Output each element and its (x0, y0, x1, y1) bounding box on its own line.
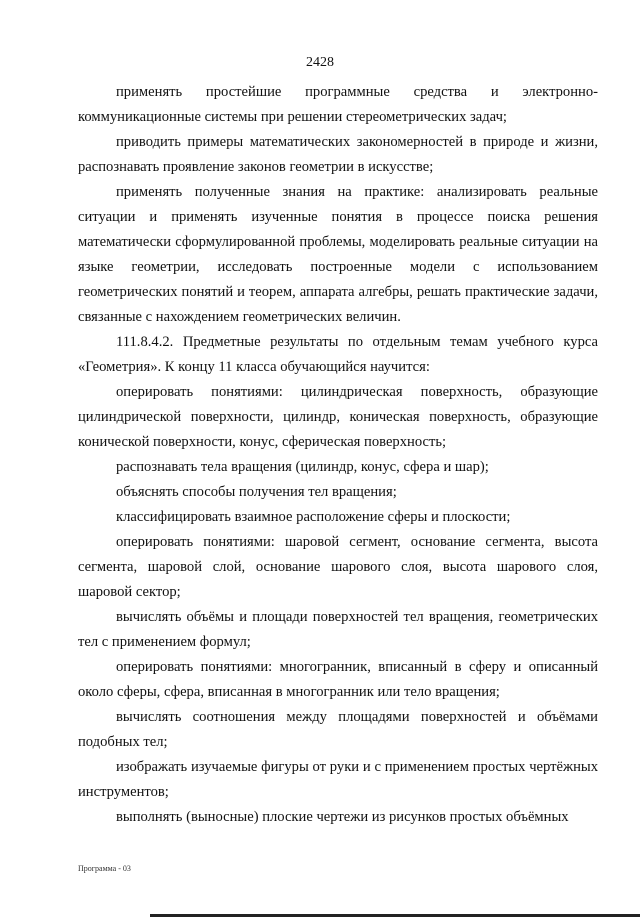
page-number: 2428 (306, 55, 334, 70)
paragraph: изображать изучаемые фигуры от руки и с применением простых чертёжных инструментов; (78, 759, 598, 800)
footer-note: Программа - 03 (78, 864, 131, 873)
body-text (78, 80, 598, 830)
paragraph: распознавать тела вращения (цилиндр, конус, сфера и шар); (116, 459, 489, 475)
paragraph: оперировать понятиями: шаровой сегмент, основание сегмента, высота сегмента, шаровой слой, основание шарового слоя, высота шарового слоя, шаровой сектор; (78, 534, 598, 600)
paragraph: применять полученные знания на практике: анализировать реальные ситуации и применять изученные понятия в процессе поиска решения математически сформулированной проблемы, моделировать реальные ситуации на языке геометрии, исследовать построенные модели с использованием геометрических понятий и теорем, аппарата алгебры, решать практические задачи, связанные с нахождением геометрических величин. (78, 184, 598, 325)
paragraph: приводить примеры математических закономерностей в природе и жизни, распознавать проявление законов геометрии в искусстве; (78, 134, 598, 175)
paragraph: вычислять соотношения между площадями поверхностей и объёмами подобных тел; (78, 709, 598, 750)
paragraph: применять простейшие программные средства и электронно-коммуникационные системы при решении стереометрических задач; (78, 84, 598, 125)
paragraph: выполнять (выносные) плоские чертежи из рисунков простых объёмных (116, 809, 569, 825)
section-heading-paragraph: 111.8.4.2. Предметные результаты по отдельным темам учебного курса «Геометрия». К концу 11 класса обучающийся научится: (78, 334, 598, 375)
paragraph: классифицировать взаимное расположение сферы и плоскости; (116, 509, 511, 525)
paragraph: объяснять способы получения тел вращения; (116, 484, 397, 500)
paragraph: вычислять объёмы и площади поверхностей тел вращения, геометрических тел с применением формул; (78, 609, 598, 650)
paragraph: оперировать понятиями: цилиндрическая поверхность, образующие цилиндрической поверхности, цилиндр, коническая поверхность, образующие конической поверхности, конус, сферическая поверхность; (78, 384, 598, 450)
paragraph: оперировать понятиями: многогранник, вписанный в сферу и описанный около сферы, сфера, вписанная в многогранник или тело вращения; (78, 659, 598, 700)
